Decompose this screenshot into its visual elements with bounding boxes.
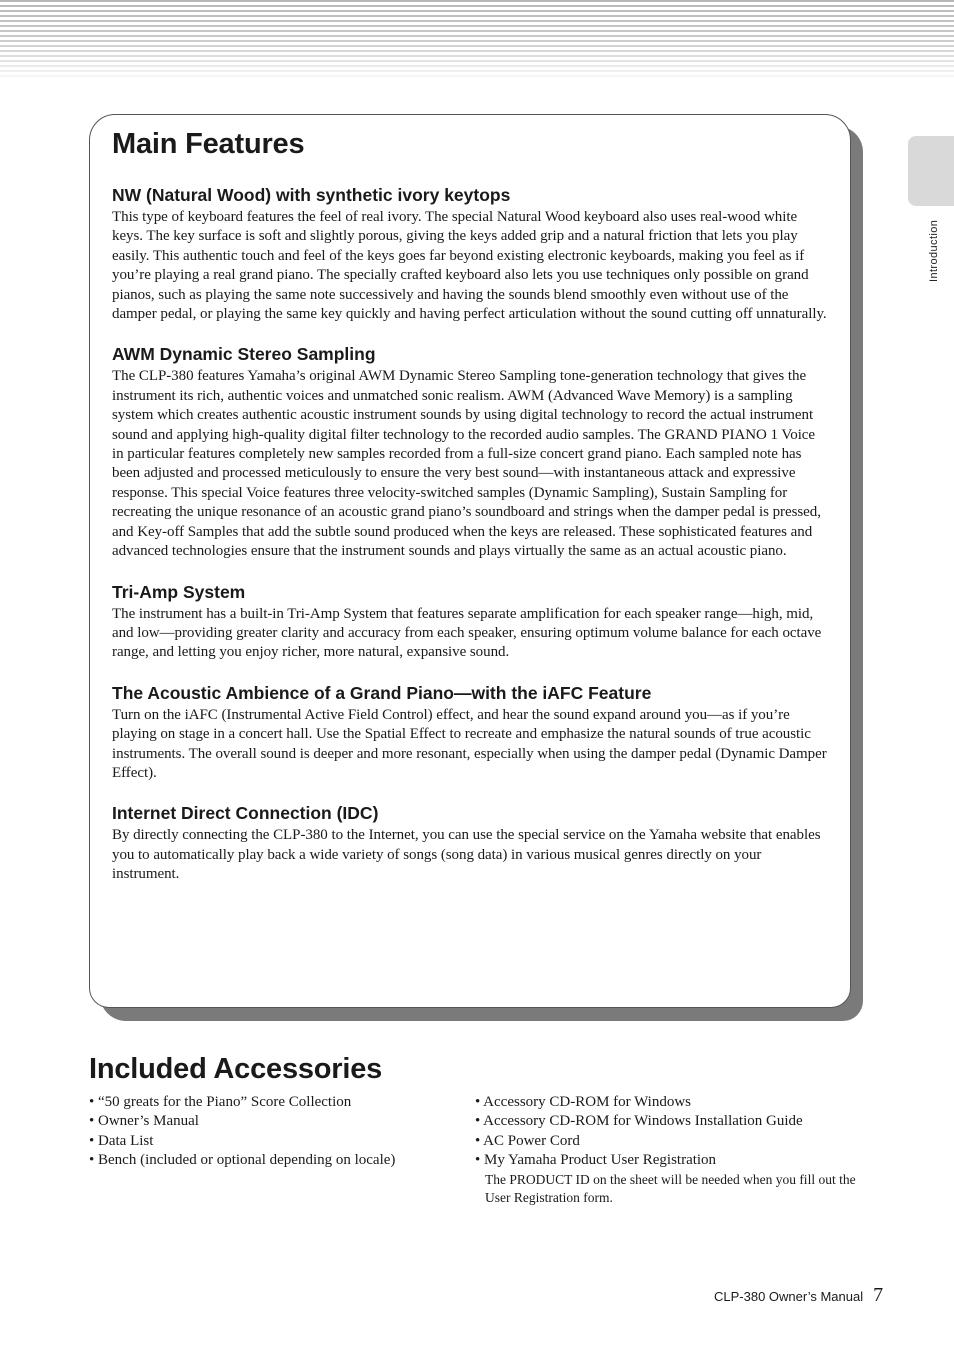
- list-item: • Data List: [89, 1132, 154, 1149]
- list-item: • Accessory CD-ROM for Windows Installation Guide: [475, 1113, 803, 1130]
- feature-body: The instrument has a built-in Tri-Amp System that features separate amplification for each speaker range—high, mid, and low—providing greater clarity and accuracy from each speaker, ensuring optimum volume balance for each octave range, and letting you enjoy richer, more natural, expansive sound.: [112, 605, 822, 661]
- manual-name: CLP-380 Owner’s Manual: [714, 1289, 864, 1304]
- feature-section-tri-amp: [112, 582, 828, 663]
- feature-heading: Internet Direct Connection (IDC): [112, 803, 379, 824]
- feature-heading: Tri-Amp System: [112, 581, 246, 602]
- accessories-list-right: [475, 1093, 875, 1208]
- list-item: • Accessory CD-ROM for Windows: [475, 1094, 692, 1110]
- feature-heading: NW (Natural Wood) with synthetic ivory keytops: [112, 185, 511, 205]
- main-features: [112, 128, 828, 905]
- list-item: • Bench (included or optional depending on locale): [89, 1152, 396, 1169]
- feature-body: The CLP-380 features Yamaha’s original AWM Dynamic Stereo Sampling tone-generation technology that gives the instrument its rich, authentic voices and unmatched sonic realism. AWM (Advanced Wave Memory) is a sampling system which creates authentic acoustic instrument sounds by using digital technology to record the actual instrument sound and applying high-quality digital filter technology to the recorded audio samples. The GRAND PIANO 1 Voice in particular features completely new samples recorded from a full-size concert grand piano. Each sampled note has been adjusted and processed meticulously to ensure the very best sound—with instantaneous attack and expressive response. This special Voice features three velocity-switched samples (Dynamic Sampling), Sustain Sampling for recreating the unique resonance of an acoustic grand piano’s soundboard and strings when the damper pedal is pressed, and Key-off Samples that add the subtle sound produced when the keys are released. These sophisticated features and advanced technologies ensure that the instrument sounds and plays virtually the same as an actual acoustic piano.: [112, 368, 821, 560]
- feature-heading: The Acoustic Ambience of a Grand Piano—with the iAFC Feature: [112, 682, 652, 703]
- registration-note: The PRODUCT ID on the sheet will be needed when you fill out the User Registration form.: [485, 1171, 856, 1206]
- list-item: • “50 greats for the Piano” Score Collection: [89, 1094, 352, 1110]
- feature-section-idc: [112, 803, 828, 884]
- feature-section-awm-sampling: [112, 344, 828, 561]
- feature-body: By directly connecting the CLP-380 to the Internet, you can use the special service on the Yamaha website that enables you to automatically play back a wide variety of songs (song data) in various musical genres directly on your instrument.: [112, 827, 821, 883]
- included-accessories-title: Included Accessories: [89, 1053, 383, 1085]
- accessories-list-left: [89, 1093, 459, 1171]
- feature-heading: AWM Dynamic Stereo Sampling: [112, 344, 376, 365]
- chapter-tab: [908, 136, 954, 206]
- page-number: 7: [873, 1284, 884, 1306]
- feature-body: This type of keyboard features the feel of real ivory. The special Natural Wood keyboard also uses real-wood white keys. The key surface is soft and slightly porous, giving the keys added grip and a natural friction that lets you play easily. This authentic touch and feel of the keys goes far beyond existing electronic keyboards, making you feel as if you’re playing a real grand piano. The specially crafted keyboard also lets you use techniques only possible on grand pianos, such as playing the same note successively and having the sounds blend smoothly even without use of the damper pedal, or playing the same key quickly and having perfect articulation without the sound cutting off unnaturally.: [112, 209, 827, 323]
- header-stripes-fade: [0, 0, 954, 78]
- list-item: • My Yamaha Product User Registration: [475, 1152, 717, 1169]
- page-footer: [714, 1284, 883, 1307]
- feature-body: Turn on the iAFC (Instrumental Active Field Control) effect, and hear the sound expand around you—as if you’re playing on stage in a concert hall. Use the Spatial Effect to recreate and emphasize the natural sounds of true acoustic instruments. The overall sound is deeper and more resonant, especially when using the damper pedal (Dynamic Damper Effect).: [112, 706, 827, 781]
- feature-section-nw-keyboard: [112, 185, 828, 324]
- list-item: • Owner’s Manual: [89, 1113, 199, 1130]
- feature-section-iafc: [112, 683, 828, 784]
- main-features-title: Main Features: [112, 128, 305, 160]
- chapter-tab-label: Introduction: [928, 219, 940, 282]
- list-item: • AC Power Cord: [475, 1132, 580, 1149]
